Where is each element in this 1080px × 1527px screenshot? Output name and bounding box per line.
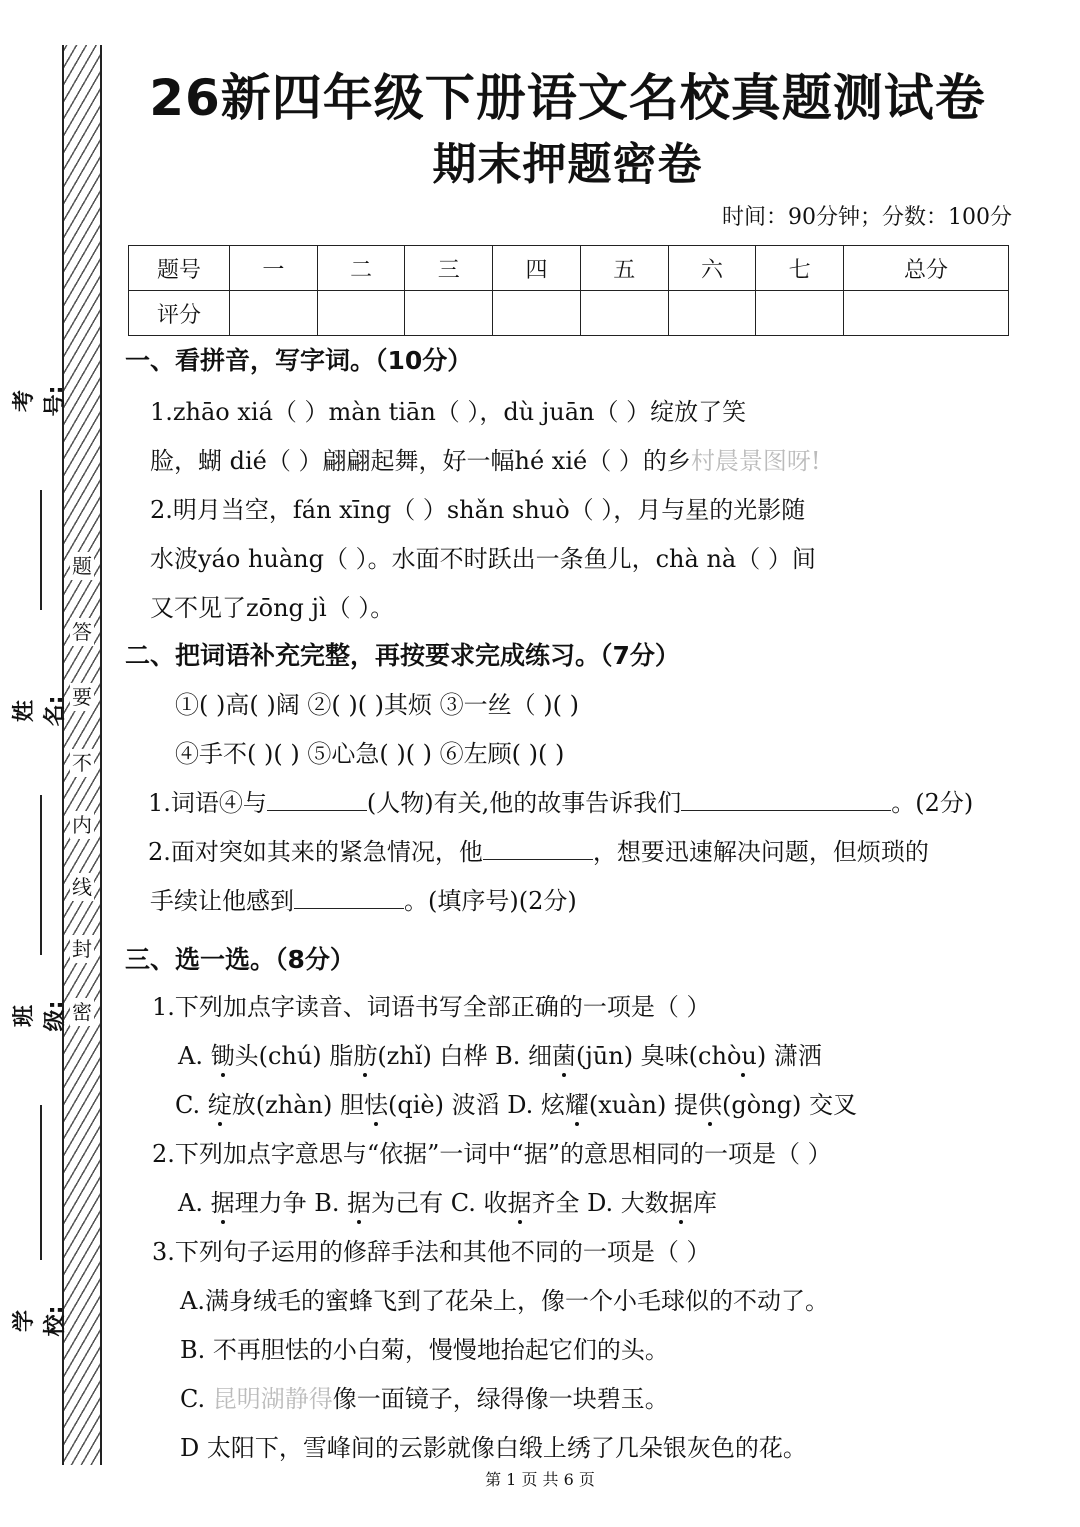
choice-row: D 太阳下，雪峰间的云影就像白缎上绣了几朵银灰色的花。 <box>180 1434 807 1462</box>
dotted-char: 据 <box>347 1183 371 1218</box>
notice-char: 要 <box>72 685 92 709</box>
text-span: (人物)有关,他的故事告诉我们 <box>366 789 682 817</box>
notice-char: 线 <box>72 875 92 899</box>
section-1-heading: 一、看拼音，写字词。（10分） <box>125 346 473 375</box>
page-subtitle: 期末押题密卷 <box>432 139 703 190</box>
answer-blank[interactable] <box>294 886 404 909</box>
text-span: 。(填序号)(2分) <box>404 887 577 915</box>
score-header-cell: 一 <box>230 246 318 291</box>
score-table-score-row <box>129 291 1009 336</box>
dotted-char: 据 <box>211 1183 235 1218</box>
text-span: ，想要迅速解决问题，但烦琐的 <box>592 838 929 866</box>
choice-row <box>178 1183 717 1218</box>
score-header-cell: 二 <box>317 246 405 291</box>
score-cell[interactable] <box>668 291 756 336</box>
dotted-char: 肪 <box>353 1036 377 1071</box>
notice-char: 内 <box>72 813 92 837</box>
score-header-cell: 题号 <box>129 246 230 291</box>
class-line <box>40 1105 42 1260</box>
answer-blank[interactable] <box>681 788 891 811</box>
section-2-question-2-cont <box>150 881 577 916</box>
text-span: (qiè) 波滔 D. 炫 <box>388 1091 565 1119</box>
score-header-cell: 三 <box>405 246 493 291</box>
text-span: 放(zhàn) 胆 <box>231 1091 364 1119</box>
text-span: (gòng) 交叉 <box>722 1091 857 1119</box>
score-row-label: 评分 <box>129 291 230 336</box>
text-span: 脸，蝴 dié（ ）翩翩起舞，好一幅hé xié（ ）的乡 <box>150 447 691 475</box>
name-line <box>40 795 42 955</box>
dotted-char: 耀 <box>565 1085 589 1120</box>
dotted-char: 菌 <box>552 1036 576 1071</box>
text-span: 1.词语④与 <box>148 789 267 817</box>
page-footer: 第 1 页 共 6 页 <box>485 1470 595 1489</box>
text-span: (zhǐ) 白桦 B. 细 <box>377 1042 552 1070</box>
text-span: A. <box>178 1042 211 1070</box>
text-span: 为己有 C. 收 <box>371 1189 508 1217</box>
notice-char: 答 <box>72 620 92 644</box>
text-span: 头(chú) 脂 <box>234 1042 354 1070</box>
text-span: 。(2分) <box>891 789 974 817</box>
section-1-line <box>150 441 821 476</box>
notice-char: 不 <box>72 751 92 775</box>
choice-row <box>178 1036 822 1071</box>
section-2-question-2 <box>148 832 929 867</box>
score-header-cell: 四 <box>493 246 581 291</box>
section-2-question-1 <box>148 783 973 818</box>
score-cell[interactable] <box>493 291 581 336</box>
score-header-cell: 六 <box>668 246 756 291</box>
section-1-line: 水波yáo huàng（ ）。水面不时跃出一条鱼儿，chà nà（ ）间 <box>150 545 816 573</box>
section-3-question-1: 1.下列加点字读音、词语书写全部正确的一项是（ ） <box>152 993 711 1021</box>
text-span: 齐全 D. 大数 <box>531 1189 669 1217</box>
text-span: 库 <box>692 1189 717 1217</box>
score-cell[interactable] <box>756 291 844 336</box>
text-span: 像一面镜子，绿得像一块碧玉。 <box>332 1385 669 1413</box>
choice-row: A.满身绒毛的蜜蜂飞到了花朵上，像一个小毛球似的不动了。 <box>180 1287 829 1315</box>
dotted-char: 锄 <box>211 1036 235 1071</box>
section-3-heading: 三、选一选。（8分） <box>125 945 355 974</box>
choice-row <box>175 1085 857 1120</box>
text-span: 2.面对突如其来的紧急情况，他 <box>148 838 483 866</box>
notice-char: 密 <box>72 1000 92 1024</box>
text-span: (xuàn) 提 <box>588 1091 698 1119</box>
notice-char: 封 <box>72 937 92 961</box>
exam-number-label: 考号: <box>12 385 68 417</box>
school-label: 学校: <box>12 1305 68 1337</box>
answer-blank[interactable] <box>483 837 593 860</box>
score-header-cell: 七 <box>756 246 844 291</box>
dotted-char: 怯 <box>364 1085 388 1120</box>
class-label: 班级: <box>12 1000 68 1032</box>
dotted-char: 据 <box>669 1183 693 1218</box>
exam-meta: 时间：90分钟；分数：100分 <box>722 205 1012 230</box>
exam-number-line <box>40 490 42 610</box>
choice-row: B. 不再胆怯的小白菊，慢慢地抬起它们的头。 <box>180 1336 669 1364</box>
section-3-question-3: 3.下列句子运用的修辞手法和其他不同的一项是（ ） <box>152 1238 711 1266</box>
idiom-row: ①( )高( )阔 ②( )( )其烦 ③一丝（ )( ) <box>175 691 580 719</box>
watermark-overlap-text: 村晨景图呀! <box>690 447 821 475</box>
section-1-line: 2.明月当空，fán xīng（ ）shǎn shuò（ ），月与星的光影随 <box>150 496 806 524</box>
text-span: (jūn) 臭 <box>575 1042 665 1070</box>
score-cell[interactable] <box>230 291 318 336</box>
score-header-cell: 总分 <box>844 246 1009 291</box>
choice-row <box>180 1379 669 1414</box>
watermark-overlap-text: 昆明湖静得 <box>212 1385 333 1413</box>
score-cell[interactable] <box>844 291 1009 336</box>
text-span: C. <box>180 1385 213 1413</box>
text-span: 理力争 B. <box>234 1189 348 1217</box>
score-cell[interactable] <box>405 291 493 336</box>
score-table <box>128 245 1009 336</box>
score-header-cell: 五 <box>580 246 668 291</box>
section-1-line: 1.zhāo xiá（ ）màn tiān（ ），dù juān（ ）绽放了笑 <box>150 398 747 426</box>
dotted-char: 绽 <box>208 1085 232 1120</box>
answer-blank[interactable] <box>267 788 367 811</box>
score-cell[interactable] <box>317 291 405 336</box>
dotted-char: 供 <box>698 1085 722 1120</box>
name-label: 姓名: <box>12 695 68 727</box>
notice-char: 题 <box>72 554 92 578</box>
text-span: 手续让他感到 <box>150 887 294 915</box>
idiom-row: ④手不( )( ) ⑤心急( )( ) ⑥左顾( )( ) <box>175 740 565 768</box>
score-table-header-row <box>129 246 1009 291</box>
section-3-question-2: 2.下列加点字意思与“依据”一词中“据”的意思相同的一项是（ ） <box>152 1140 832 1168</box>
dotted-char: 据 <box>508 1183 532 1218</box>
dotted-char: 味(chòu) 潇洒 <box>665 1036 822 1071</box>
section-1-line: 又不见了zōng jì（ ）。 <box>150 594 395 622</box>
text-span: A. <box>178 1189 211 1217</box>
page-title: 26新四年级下册语文名校真题测试卷 <box>149 69 986 127</box>
section-2-heading: 二、把词语补充完整，再按要求完成练习。（7分） <box>125 641 680 670</box>
score-cell[interactable] <box>580 291 668 336</box>
text-span: C. <box>175 1091 208 1119</box>
